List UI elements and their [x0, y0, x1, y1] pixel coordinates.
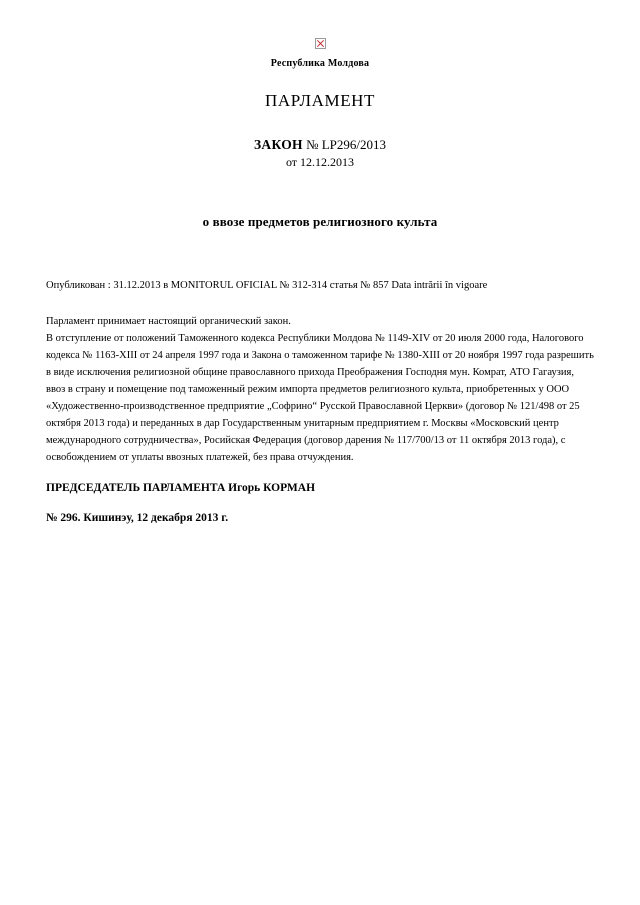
emblem-image-row	[46, 38, 594, 49]
institution-heading: ПАРЛАМЕНТ	[264, 91, 376, 110]
body-paragraph: В отступление от положений Таможенного кодекса Республики Молдова № 1149-XIV от 20 июля 2000 года, Налогового кодекса № 1163-XIII от 24 апреля 1997 года и Закона о таможенном тарифе № 1380-XIII от 20 ноября 1997 года разрешить в виде исключения религиозной общине православного прихода Преображения Господня мун. Комрат, АТО Гагаузия, ввоз в страну и помещение под таможенный режим импорта предметов религиозного культа, приобретенных у ООО «Художественно-производственное предприятие „Софрино“ Русской Православной Церкви» (договор № 121/498 от 25 октября 2013 года) и переданных в дар Государственным унитарным предприятием г. Москвы «Московский центр международного сотрудничества», Росийская Федерация (договор дарения № 117/700/13 от 11 октября 2013 года), с освобождением от уплаты ввозных платежей, без права отчуждения.	[46, 333, 594, 464]
law-date: от 12.12.2013	[285, 155, 355, 169]
law-number: № LP296/2013	[306, 137, 387, 152]
law-word: ЗАКОН	[253, 137, 303, 152]
country-heading: Республика Молдова	[270, 58, 370, 69]
page-title: о ввозе предметов религиозного культа	[202, 214, 438, 229]
number-place-date-line: № 296. Кишинэу, 12 декабря 2013 г.	[46, 512, 229, 525]
publication-info: Опубликован : 31.12.2013 в MONITORUL OFICIAL № 312-314 статья № 857 Data intrării în vigoare	[46, 280, 488, 291]
signature-line: ПРЕДСЕДАТЕЛЬ ПАРЛАМЕНТА Игорь КОРМАН	[46, 482, 316, 495]
law-number-line	[46, 137, 594, 153]
broken-image-icon	[315, 38, 326, 49]
intro-paragraph: Парламент принимает настоящий органический закон.	[46, 316, 291, 328]
